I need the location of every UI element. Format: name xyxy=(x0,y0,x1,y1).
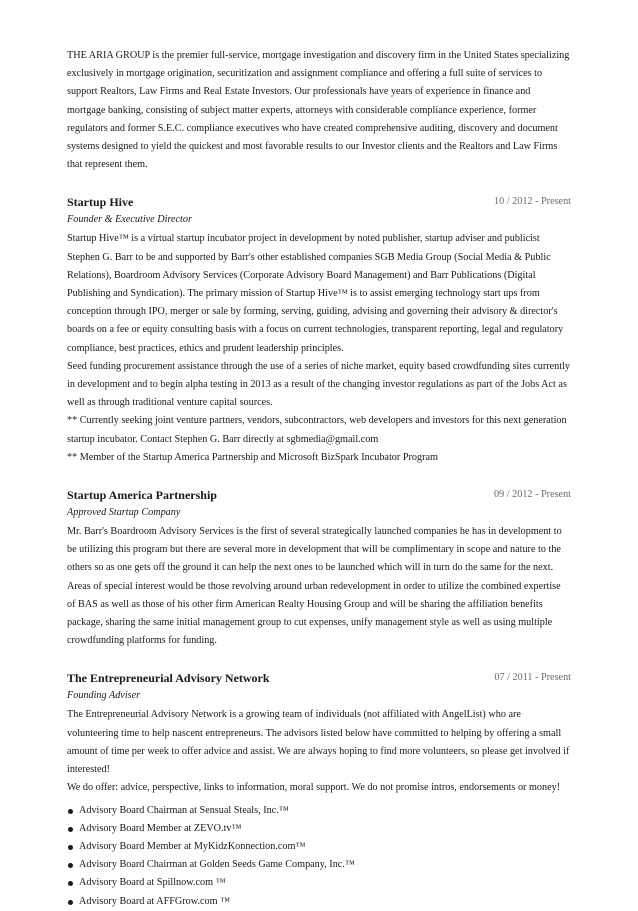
job-entry xyxy=(67,669,571,910)
list-item-text: Advisory Board Member at ZEVO.tv™ xyxy=(79,822,242,834)
description-paragraph: We do offer: advice, perspective, links to information, moral support. We do not promise intros, endorsements or money! xyxy=(67,782,561,794)
job-entry xyxy=(67,486,571,650)
job-date: 07 / 2011 - Present xyxy=(494,672,571,684)
job-role: Approved Startup Company xyxy=(67,507,181,519)
bullet-icon xyxy=(68,809,73,814)
description-paragraph: Startup Hive™ is a virtual startup incubator project in development by noted publisher, startup adviser and publicist Stephen G. Barr to be and supported by Barr's other established companies SGB Media Group (Social Media & Public Relations), Boardroom Advisory Services (Corporate Advisory Board Management) and Barr Publications (Digital Publishing and Syndication). The primary mission of Startup Hive™ is to assist emerging technology start ups from conception through IPO, merger or sale by forming, serving, guiding, advising and governing their advisory & director's boards on a fee or equity consulting basis with a focus on current technologies, transparent reporting, legal and regulatory compliance, best practices, ethics and prudent leadership principles. xyxy=(67,233,564,354)
list-item xyxy=(67,893,571,911)
bullet-icon xyxy=(68,881,73,886)
advisory-list xyxy=(67,802,571,911)
list-item xyxy=(67,856,571,874)
job-role: Founding Adviser xyxy=(67,690,141,702)
bullet-icon xyxy=(68,863,73,868)
bullet-icon xyxy=(68,827,73,832)
bullet-icon xyxy=(68,845,73,850)
job-header xyxy=(67,486,571,504)
job-entry xyxy=(67,193,571,467)
job-header xyxy=(67,669,571,687)
description-paragraph: The Entrepreneurial Advisory Network is a growing team of individuals (not affiliated with AngelList) who are volunteering time to help nascent entrepreneurs. The advisors listed below have committed to helping by offering a small amount of time per week to offer advice and assist. We are always hoping to find more volunteers, so please get involved if interested! xyxy=(67,709,570,776)
bullet-icon xyxy=(68,900,73,905)
list-item-text: Advisory Board at Spillnow.com ™ xyxy=(79,877,226,889)
description-paragraph: ** Member of the Startup America Partnership and Microsoft BizSpark Incubator Program xyxy=(67,451,438,463)
intro-paragraph: THE ARIA GROUP is the premier full-service, mortgage investigation and discovery firm in the United States specializing exclusively in mortgage origination, securitization and assignment compliance and offering a full suite of services to support Realtors, Law Firms and Real Estate Investors. Our professionals have years of experience in finance and mortgage banking, consisting of subject matter experts, attorneys with considerable compliance experience, former regulators and former S.E.C. compliance executives who have created comprehensive auditing, discovery and document systems designed to yield the quickest and most favorable results to our Investor clients and the Realtors and Law Firms that represent them. xyxy=(67,50,570,171)
job-description xyxy=(67,230,571,467)
job-title: The Entrepreneurial Advisory Network xyxy=(67,671,270,686)
job-date: 10 / 2012 - Present xyxy=(494,196,571,208)
resume-page xyxy=(67,47,571,911)
job-header xyxy=(67,193,571,211)
description-paragraph: Mr. Barr's Boardroom Advisory Services is the first of several strategically launched companies he has in development to be utilizing this program but there are several more in development that will be complimentary in scope and nature to the others so as one gets off the ground it can help the next ones to be launched which will in turn do the same for the next. Areas of special interest would be those revolving around urban redevelopment in order to utilize the combined expertise of BAS as well as those of his other firm American Realty Housing Group and will be sharing the affiliation benefits package, sharing the same initial management group to cut expenses, unify management style as well as using multiple crowdfunding platforms for funding. xyxy=(67,526,562,647)
list-item xyxy=(67,820,571,838)
list-item xyxy=(67,874,571,892)
list-item-text: Advisory Board at AFFGrow.com ™ xyxy=(79,895,231,907)
job-title: Startup Hive xyxy=(67,195,134,210)
description-paragraph: Seed funding procurement assistance through the use of a series of niche market, equity based crowdfunding sites currently in development and to begin alpha testing in 2013 as a result of the changing investor regulations as part of the Jobs Act as well as through traditional venture capital sources. xyxy=(67,360,570,409)
job-date: 09 / 2012 - Present xyxy=(494,489,571,501)
job-role: Founder & Executive Director xyxy=(67,214,192,226)
list-item xyxy=(67,802,571,820)
job-description xyxy=(67,706,571,797)
job-title: Startup America Partnership xyxy=(67,488,217,503)
job-description xyxy=(67,523,571,650)
list-item xyxy=(67,838,571,856)
list-item-text: Advisory Board Member at MyKidzKonnection.com™ xyxy=(79,840,306,852)
list-item-text: Advisory Board Chairman at Sensual Steals, Inc.™ xyxy=(79,804,289,816)
list-item-text: Advisory Board Chairman at Golden Seeds Game Company, Inc.™ xyxy=(79,859,355,871)
description-paragraph: ** Currently seeking joint venture partners, vendors, subcontractors, web developers and investors for this next generation startup incubator. Contact Stephen G. Barr directly at sgbmedia@gmail.com xyxy=(67,415,567,445)
